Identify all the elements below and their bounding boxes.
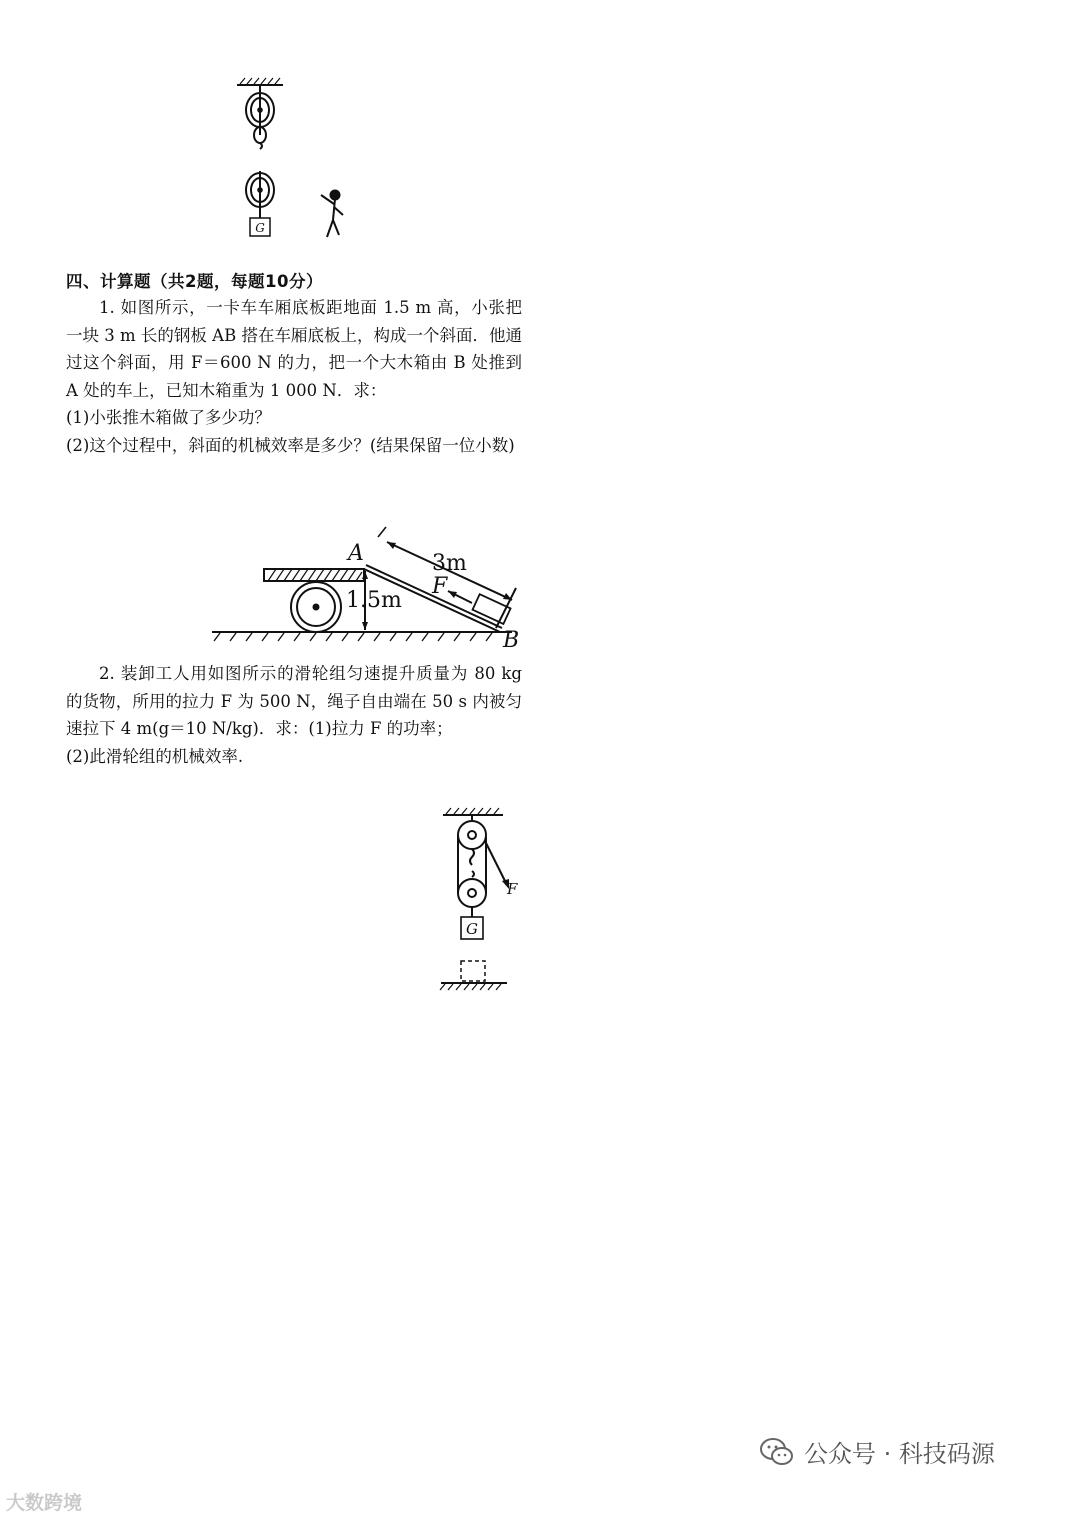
- question-2: [66, 660, 522, 770]
- pulley-force-label: F: [507, 880, 518, 898]
- pulley-weight-label: G: [466, 920, 478, 938]
- q1-stem: 1. 如图所示，一卡车车厢底板距地面 1.5 m 高，小张把一块 3 m 长的钢板 AB 搭在车厢底板上，构成一个斜面．他通过这个斜面，用 F＝600 N 的力，把一个大木箱由 B 处推到 A 处的车上，已知木箱重为 1 000 N．求：: [66, 298, 522, 400]
- wechat-icon: [760, 1437, 794, 1467]
- top-weight-label: G: [255, 221, 265, 235]
- q2-part-2: (2)此滑轮组的机械效率.: [66, 746, 244, 766]
- incline-figure: [210, 525, 530, 650]
- top-pulley-figure: [225, 75, 365, 245]
- point-a-label: A: [348, 541, 364, 566]
- watermark-right: [760, 1434, 995, 1469]
- watermark-right-text: 公众号 · 科技码源: [804, 1440, 995, 1468]
- q1-part-2: (2)这个过程中，斜面的机械效率是多少？(结果保留一位小数): [66, 435, 515, 455]
- force-label: F: [432, 574, 448, 599]
- question-1: [66, 294, 522, 459]
- point-b-label: B: [503, 628, 520, 650]
- section-title: 四、计算题（共2题，每题10分）: [66, 272, 323, 291]
- watermark-left: 大数跨境: [6, 1492, 83, 1514]
- incline-length-label: 3m: [432, 551, 467, 576]
- q2-stem: 2. 装卸工人用如图所示的滑轮组匀速提升质量为 80 kg 的货物，所用的拉力 F 为 500 N，绳子自由端在 50 s 内被匀速拉下 4 m(g＝10 N/kg)．求：(1)拉力 F 的功率；: [66, 664, 522, 738]
- pulley-block-figure: [435, 805, 535, 995]
- q1-part-1: (1)小张推木箱做了多少功？: [66, 408, 271, 427]
- height-label: 1.5m: [346, 588, 402, 613]
